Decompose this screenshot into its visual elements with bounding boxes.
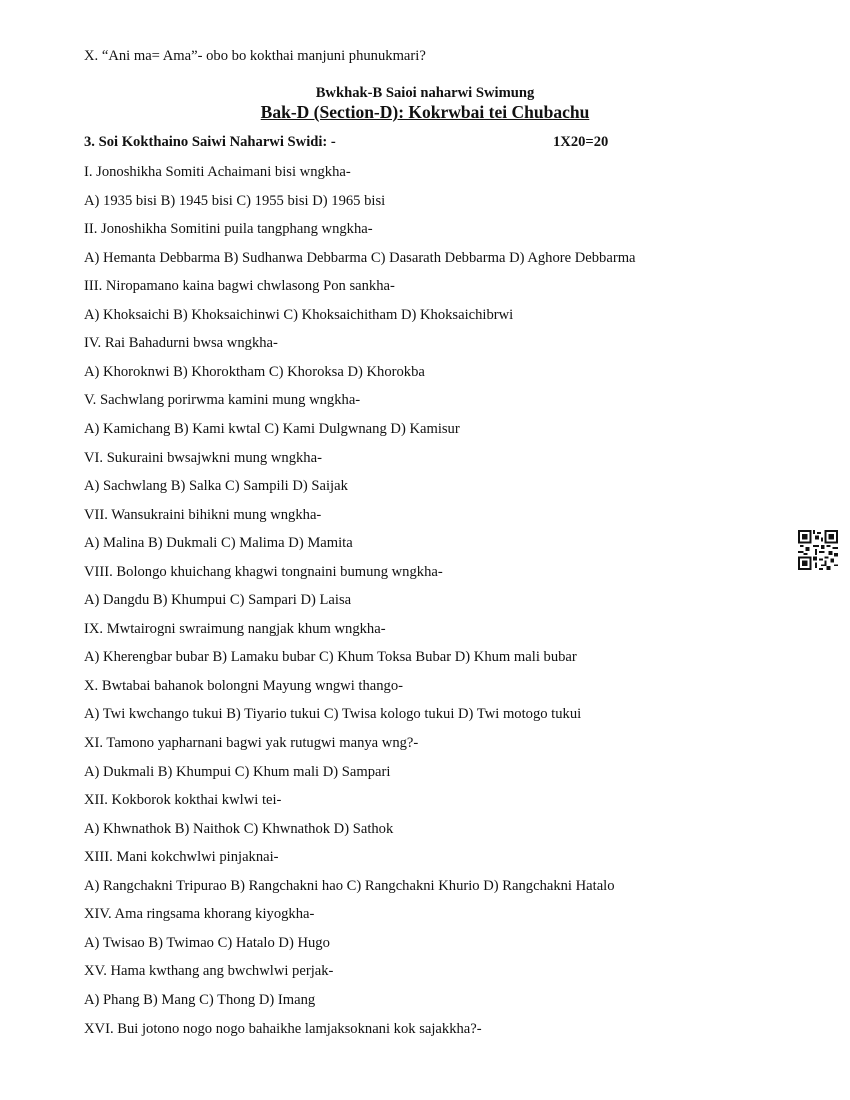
question-options: A) Dukmali B) Khumpui C) Khum mali D) Sampari xyxy=(84,763,391,780)
part-heading: Bwkhak-B Saioi naharwi Swimung xyxy=(315,85,535,101)
question-options: A) Kamichang B) Kami kwtal C) Kami Dulgwnang D) Kamisur xyxy=(84,420,460,437)
question-options: A) Khoksaichi B) Khoksaichinwi C) Khoksaichitham D) Khoksaichibrwi xyxy=(84,306,514,323)
section-heading: Bak-D (Section-D): Kokrwbai tei Chubachu xyxy=(260,102,590,122)
question-options: A) Malina B) Dukmali C) Malima D) Mamita xyxy=(84,535,353,552)
question-options: A) Kherengbar bubar B) Lamaku bubar C) Khum Toksa Bubar D) Khum mali bubar xyxy=(84,649,577,666)
question-text: III. Niropamano kaina bagwi chwlasong Pon sankha- xyxy=(84,278,395,295)
question-text: VIII. Bolongo khuichang khagwi tongnaini bumung wngkha- xyxy=(84,563,443,580)
question-options: A) Rangchakni Tripurao B) Rangchakni hao C) Rangchakni Khurio D) Rangchakni Hatalo xyxy=(84,877,615,894)
question-options: A) Twisao B) Twimao C) Hatalo D) Hugo xyxy=(84,934,330,951)
question-text: X. Bwtabai bahanok bolongni Mayung wngwi thango- xyxy=(84,677,403,694)
question-text: XVI. Bui jotono nogo nogo bahaikhe lamjaksoknani kok sajakkha?- xyxy=(84,1020,482,1037)
intro-question: X. “Ani ma= Ama”- obo bo kokthai manjuni phunukmari? xyxy=(84,48,426,64)
question-text: XI. Tamono yapharnani bagwi yak rutugwi manya wng?- xyxy=(84,735,419,751)
question-options: A) Dangdu B) Khumpui C) Sampari D) Laisa xyxy=(84,592,352,609)
question-text: XII. Kokborok kokthai kwlwi tei- xyxy=(84,792,282,809)
question-options: A) Hemanta Debbarma B) Sudhanwa Debbarma C) Dasarath Debbarma D) Aghore Debbarma xyxy=(84,249,636,266)
question-text: IV. Rai Bahadurni bwsa wngkha- xyxy=(84,335,278,352)
question-heading: 3. Soi Kokthaino Saiwi Naharwi Swidi: - xyxy=(84,134,336,150)
question-text: XIV. Ama ringsama khorang kiyogkha- xyxy=(84,906,315,923)
question-options: A) Twi kwchango tukui B) Tiyario tukui C) Twisa kologo tukui D) Twi motogo tukui xyxy=(84,706,582,723)
question-text: XV. Hama kwthang ang bwchwlwi perjak- xyxy=(84,963,334,980)
question-text: IX. Mwtairogni swraimung nangjak khum wngkha- xyxy=(84,620,386,637)
question-text: I. Jonoshikha Somiti Achaimani bisi wngkha- xyxy=(84,164,351,180)
question-text: VI. Sukuraini bwsajwkni mung wngkha- xyxy=(84,449,322,466)
question-options: A) Khwnathok B) Naithok C) Khwnathok D) Sathok xyxy=(84,820,394,837)
qr-code-icon xyxy=(798,530,838,570)
question-text: VII. Wansukraini bihikni mung wngkha- xyxy=(84,506,322,523)
question-text: V. Sachwlang porirwma kamini mung wngkha- xyxy=(84,392,361,409)
question-text: II. Jonoshikha Somitini puila tangphang wngkha- xyxy=(84,221,373,238)
question-options: A) Sachwlang B) Salka C) Sampili D) Saijak xyxy=(84,478,348,495)
question-options: A) Phang B) Mang C) Thong D) Imang xyxy=(84,991,316,1008)
question-text: XIII. Mani kokchwlwi pinjaknai- xyxy=(84,849,279,866)
question-options: A) Khoroknwi B) Khoroktham C) Khoroksa D) Khorokba xyxy=(84,363,425,380)
question-marks: 1X20=20 xyxy=(553,134,609,150)
question-options: A) 1935 bisi B) 1945 bisi C) 1955 bisi D) 1965 bisi xyxy=(84,192,386,209)
